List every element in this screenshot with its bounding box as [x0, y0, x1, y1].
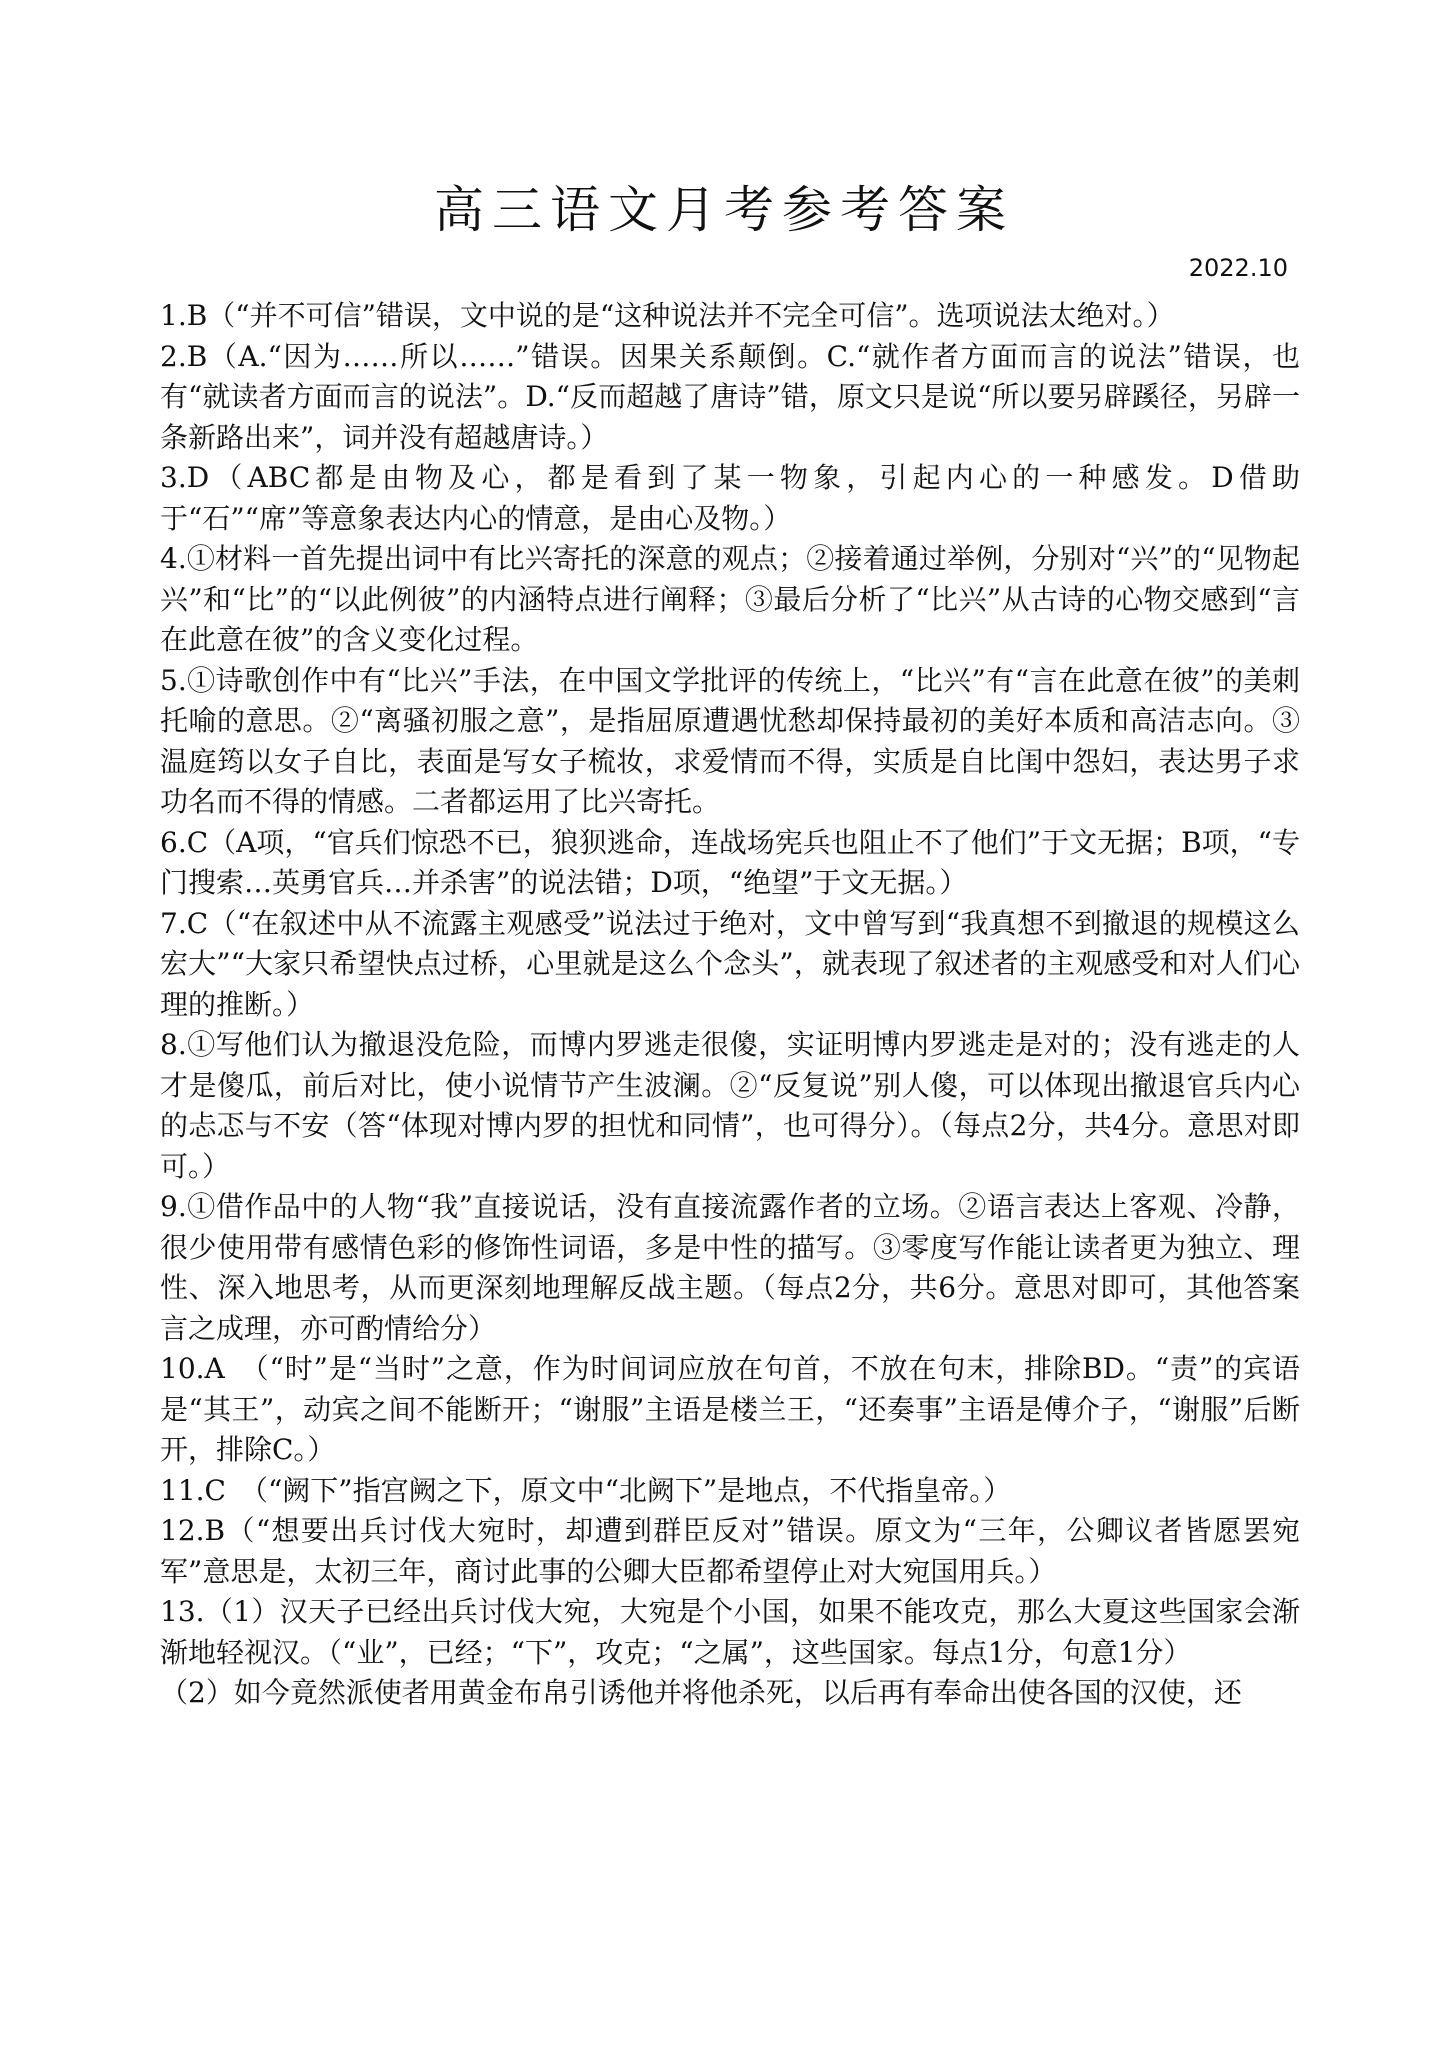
answer-10: 10.A （“时”是“当时”之意，作为时间词应放在句首，不放在句末，排除BD。“责”的宾语是“其王”，动宾之间不能断开；“谢服”主语是楼兰王，“还奏事”主语是傅介子，“谢服”后断开，排除C。）: [160, 1352, 1300, 1466]
answer-9: 9.①借作品中的人物“我”直接说话，没有直接流露作者的立场。②语言表达上客观、冷静，很少使用带有感情色彩的修饰性词语，多是中性的描写。③零度写作能让读者更为独立、理性、深入地思考，从而更深刻地理解反战主题。（每点2分，共6分。意思对即可，其他答案言之成理，亦可酌情给分）: [160, 1190, 1300, 1345]
answer-1: 1.B（“并不可信”错误，文中说的是“这种说法并不完全可信”。选项说法太绝对。）: [160, 299, 1175, 332]
answer-4: 4.①材料一首先提出词中有比兴寄托的深意的观点；②接着通过举例，分别对“兴”的“见物起兴”和“比”的“以此例彼”的内涵特点进行阐释；③最后分析了“比兴”从古诗的心物交感到“言在此意在彼”的含义变化过程。: [160, 542, 1300, 656]
answer-7: 7.C（“在叙述中从不流露主观感受”说法过于绝对，文中曾写到“我真想不到撤退的规模这么宏大”“大家只希望快点过桥，心里就是这么个念头”，就表现了叙述者的主观感受和对人们心理的推断。）: [160, 906, 1300, 1021]
document-date: 2022.10: [1188, 254, 1288, 282]
answer-5: 5.①诗歌创作中有“比兴”手法，在中国文学批评的传统上，“比兴”有“言在此意在彼”的美刺托喻的意思。②“离骚初服之意”，是指屈原遭遇忧愁却保持最初的美好本质和高洁志向。③温庭筠以女子自比，表面是写女子梳妆，求爱情而不得，实质是自比闺中怨妇，表达男子求功名而不得的情感。二者都运用了比兴寄托。: [160, 663, 1300, 818]
answer-2: 2.B（A.“因为……所以……”错误。因果关系颠倒。C.“就作者方面而言的说法”错误，也有“就读者方面而言的说法”。D.“反而超越了唐诗”错，原文只是说“所以要另辟蹊径，另辟一条新路出来”，词并没有超越唐诗。）: [160, 339, 1300, 454]
answer-12: 12.B（“想要出兵讨伐大宛时，却遭到群臣反对”错误。原文为“三年，公卿议者皆愿罢宛军”意思是，太初三年，商讨此事的公卿大臣都希望停止对大宛国用兵。）: [160, 1514, 1300, 1588]
answer-6: 6.C（A项，“官兵们惊恐不已，狼狈逃命，连战场宪兵也阻止不了他们”于文无据；B项，“专门搜索…英勇官兵…并杀害”的说法错；D项，“绝望”于文无据。）: [160, 825, 1300, 899]
answer-11: 11.C （“阙下”指宫阙之下，原文中“北阙下”是地点，不代指皇帝。）: [160, 1473, 1012, 1507]
answer-13-part-2: （2）如今竟然派使者用黄金布帛引诱他并将他杀死，以后再有奉命出使各国的汉使，还: [160, 1676, 1242, 1709]
answer-3: 3.D（ABC都是由物及心，都是看到了某一物象，引起内心的一种感发。D借助于“石”“席”等意象表达内心的情意，是由心及物。）: [160, 461, 1300, 535]
document-title: 高三语文月考参考答案: [434, 181, 1014, 239]
answer-13-part-1: 13.（1）汉天子已经出兵讨伐大宛，大宛是个小国，如果不能攻克，那么大夏这些国家会渐渐地轻视汉。（“业”，已经；“下”，攻克；“之属”，这些国家。每点1分，句意1分）: [160, 1595, 1300, 1669]
answer-8: 8.①写他们认为撤退没危险，而博内罗逃走很傻，实证明博内罗逃走是对的；没有逃走的人才是傻瓜，前后对比，使小说情节产生波澜。②“反复说”别人傻，可以体现出撤退官兵内心的忐忑与不安（答“体现对博内罗的担忧和同情”，也可得分）。（每点2分，共4分。意思对即可。）: [160, 1028, 1300, 1183]
answer-list: [160, 296, 1300, 1714]
